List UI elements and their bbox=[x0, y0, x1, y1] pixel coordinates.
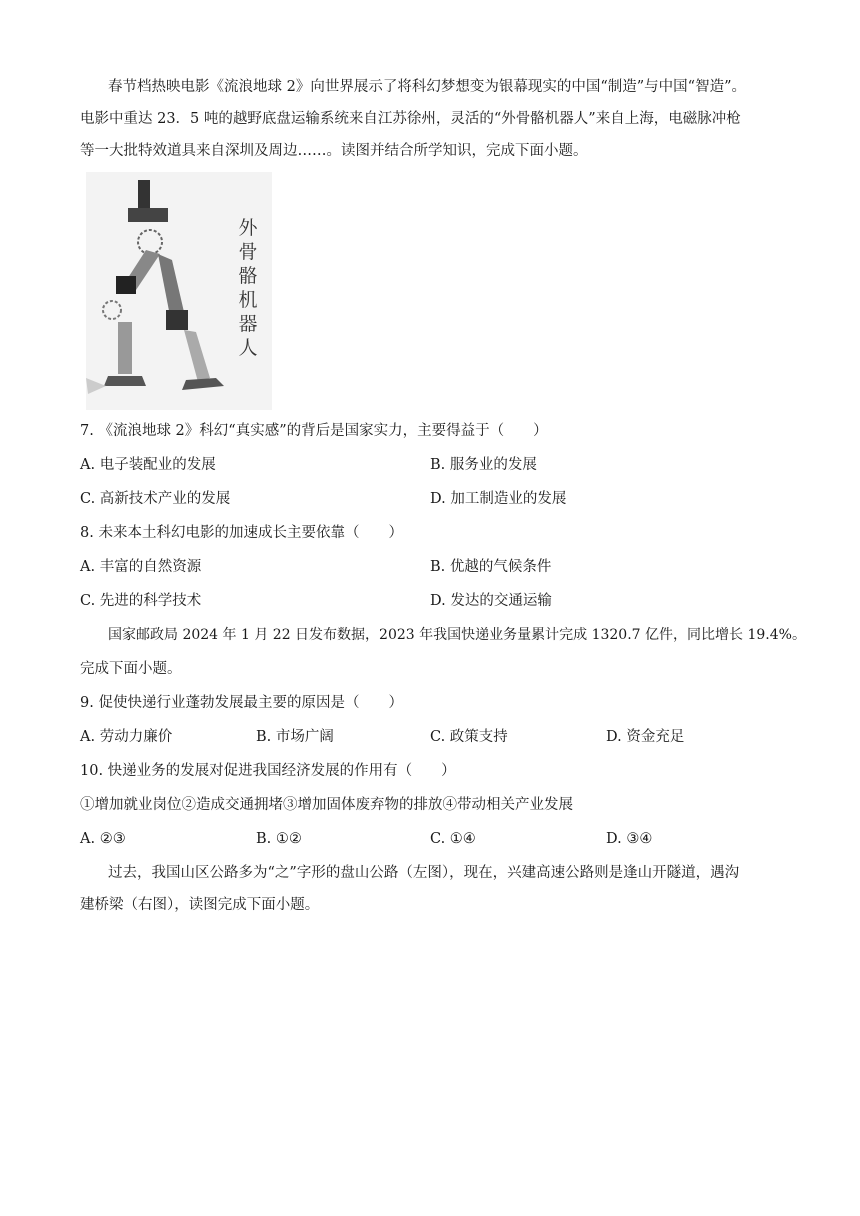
question-7-stem: 7. 《流浪地球 2》科幻“真实感”的背后是国家实力，主要得益于（ ） bbox=[80, 423, 548, 439]
question-9-stem: 9. 促使快递行业蓬勃发展最主要的原因是（ ） bbox=[80, 695, 403, 711]
question-9-option-c[interactable]: C. 政策支持 bbox=[430, 729, 508, 745]
question-10-option-b[interactable]: B. ①② bbox=[256, 831, 302, 847]
robot-right-knee-motor bbox=[166, 310, 188, 330]
exoskeleton-robot-figure bbox=[86, 172, 272, 410]
robot-left-knee-joint bbox=[103, 301, 121, 319]
robot-right-foot bbox=[182, 378, 224, 390]
intro-paragraph-2-line-2: 完成下面小题。 bbox=[80, 661, 182, 677]
figure-label-char: 人 bbox=[238, 337, 258, 359]
robot-left-foot bbox=[104, 376, 146, 386]
question-7-option-d[interactable]: D. 加工制造业的发展 bbox=[430, 491, 567, 507]
intro-paragraph-2-line-1: 国家邮政局 2024 年 1 月 22 日发布数据，2023 年我国快递业务量累计完成 1320.7 亿件，同比增长 19.4%。 bbox=[108, 627, 806, 643]
robot-foot-shadow bbox=[86, 378, 106, 394]
intro-paragraph-1-line-2: 电影中重达 23．5 吨的越野底盘运输系统来自江苏徐州，灵活的“外骨骼机器人”来自上海，电磁脉冲枪 bbox=[80, 111, 741, 127]
question-9-option-b[interactable]: B. 市场广阔 bbox=[256, 729, 334, 745]
intro-paragraph-1-line-3: 等一大批特效道具来自深圳及周边……。读图并结合所学知识，完成下面小题。 bbox=[80, 143, 588, 159]
question-10-option-d[interactable]: D. ③④ bbox=[606, 831, 653, 847]
figure-label-char: 骨 bbox=[238, 241, 258, 263]
question-10-stem: 10. 快递业务的发展对促进我国经济发展的作用有（ ） bbox=[80, 763, 456, 779]
question-9-option-d[interactable]: D. 资金充足 bbox=[606, 729, 685, 745]
question-8-option-c[interactable]: C. 先进的科学技术 bbox=[80, 593, 202, 609]
robot-waist-belt bbox=[128, 208, 168, 222]
robot-back-plate bbox=[138, 180, 150, 210]
question-10-items: ①增加就业岗位②造成交通拥堵③增加固体废弃物的排放④带动相关产业发展 bbox=[80, 797, 573, 813]
question-10-option-a[interactable]: A. ②③ bbox=[80, 831, 126, 847]
question-7-option-c[interactable]: C. 高新技术产业的发展 bbox=[80, 491, 231, 507]
intro-paragraph-3-line-2: 建桥梁（右图），读图完成下面小题。 bbox=[80, 897, 320, 913]
figure-label-char: 外 bbox=[238, 217, 258, 239]
figure-label-char: 骼 bbox=[238, 265, 258, 287]
question-7-option-a[interactable]: A. 电子装配业的发展 bbox=[80, 457, 216, 473]
figure-label-char: 机 bbox=[238, 289, 258, 311]
figure-label-char: 器 bbox=[238, 313, 258, 335]
question-8-option-a[interactable]: A. 丰富的自然资源 bbox=[80, 559, 202, 575]
question-8-option-b[interactable]: B. 优越的气候条件 bbox=[430, 559, 552, 575]
figure-label bbox=[236, 216, 260, 360]
question-8-option-d[interactable]: D. 发达的交通运输 bbox=[430, 593, 552, 609]
robot-right-shin bbox=[184, 330, 210, 382]
question-10-option-c[interactable]: C. ①④ bbox=[430, 831, 476, 847]
robot-right-thigh bbox=[158, 254, 184, 316]
robot-left-shin bbox=[118, 322, 132, 374]
intro-paragraph-1-line-1: 春节档热映电影《流浪地球 2》向世界展示了将科幻梦想变为银幕现实的中国“制造”与中国“智造”。 bbox=[108, 79, 746, 95]
intro-paragraph-3-line-1: 过去，我国山区公路多为“之”字形的盘山公路（左图），现在，兴建高速公路则是逢山开隧道，遇沟 bbox=[108, 865, 740, 881]
question-8-stem: 8. 未来本土科幻电影的加速成长主要依靠（ ） bbox=[80, 525, 403, 541]
question-9-option-a[interactable]: A. 劳动力廉价 bbox=[80, 729, 173, 745]
robot-hip-joint bbox=[138, 230, 162, 254]
robot-left-knee-motor bbox=[116, 276, 136, 294]
question-7-option-b[interactable]: B. 服务业的发展 bbox=[430, 457, 537, 473]
